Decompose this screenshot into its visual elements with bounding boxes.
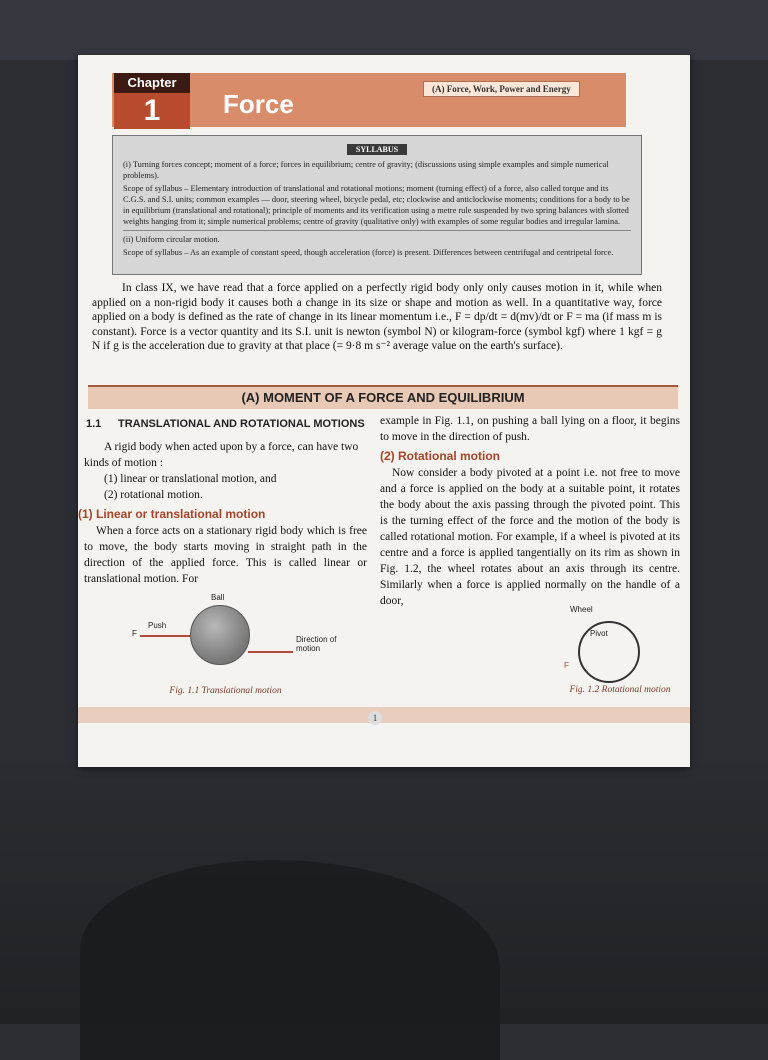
paragraph: When a force acts on a stationary rigid body which is free to move, the body starts moving in straight path in the direction of the applied force. This is called linear or translational motion. For xyxy=(84,525,367,585)
rotational-motion-heading: (2) Rotational motion xyxy=(380,449,500,463)
linear-motion-heading: (1) Linear or translational motion xyxy=(78,507,266,521)
force-label: F xyxy=(564,661,569,670)
syllabus-scope-2: Scope of syllabus – As an example of constant speed, though acceleration (force) is present. Differences between centrifugal and centripetal force. xyxy=(123,248,614,257)
syllabus-box xyxy=(112,135,642,275)
paragraph: example in Fig. 1.1, on pushing a ball lying on a floor, it begins to move in the direction of push. xyxy=(380,415,680,443)
paragraph: Now consider a body pivoted at a point i.e. not free to move and a force is applied on the body at a suitable point, it rotates the body about the axis passing through the pivoted point. This is the turning effect of the force and the motion of the body is called rotational motion. For example, if a wheel is pivoted at its centre and a force is applied tangentially on its rim as shown in Fig. 1.2, the wheel rotates about an axis through its centre. Similarly when a force is applied normally on the handle of a door, xyxy=(380,467,680,607)
figure-translational xyxy=(78,591,373,681)
chapter-title: Force xyxy=(223,89,294,119)
section-heading: (A) MOMENT OF A FORCE AND EQUILIBRIUM xyxy=(88,385,678,409)
syllabus-scope-1: Scope of syllabus – Elementary introduction of translational and rotational motions; moment (turning effect) of a force, also called torque and its C.G.S. and S.I. units; common examples — door, steering wheel, bicycle pedal, etc; clockwise and anticlockwise moments; conditions for a body to be in equilibrium (translational and rotational); principle of moments and its verification using a metre rule suspended by two spring balances with slotted weights hanging from it; simple numerical problems; centre of gravity (qualitative only) with examples of some regular bodies and irregular lamina. xyxy=(123,184,630,226)
ball-shape xyxy=(190,605,250,665)
subsection-number: 1.1 xyxy=(86,418,102,430)
figure-caption: Fig. 1.1 Translational motion xyxy=(169,686,282,696)
direction-label: Direction of motion xyxy=(296,635,337,653)
page-number: 1 xyxy=(368,711,382,725)
force-label: F xyxy=(132,629,137,638)
figure-caption: Fig. 1.2 Rotational motion xyxy=(569,685,671,695)
ball-label: Ball xyxy=(211,593,225,602)
left-column xyxy=(78,417,373,699)
list-item: (1) linear or translational motion, and xyxy=(104,473,277,485)
section-tag: (A) Force, Work, Power and Energy xyxy=(423,81,580,97)
wheel-shape xyxy=(578,621,640,683)
figure-rotational xyxy=(560,603,680,693)
footer-strip xyxy=(78,707,690,723)
textbook-page xyxy=(78,55,690,767)
subsection-title: TRANSLATIONAL AND ROTATIONAL MOTIONS xyxy=(118,418,365,430)
syllabus-item-1: (i) Turning forces concept; moment of a force; forces in equilibrium; centre of gravity; (discussions using simple examples and simple numerical problems). xyxy=(123,160,609,180)
chapter-number: 1 xyxy=(114,93,190,129)
intro-paragraph: In class IX, we have read that a force applied on a perfectly rigid body only only causes motion in it, while when applied on a non-rigid body it causes both a change in its size or shape and motion as well. In a quantitative way, force applied on a body is defined as the rate of change in its linear momentum i.e., F = dp/dt = d(mv)/dt or F = ma (if mass m is constant). Force is a vector quantity and its S.I. unit is newton (symbol N) or kilogram-force (symbol kgf) where 1 kgf = g N if g is the acceleration due to gravity at that place (= 9·8 m s⁻² average value on the earth's surface). xyxy=(92,282,662,352)
intro-text xyxy=(92,281,662,354)
pivot-label: Pivot xyxy=(590,629,608,638)
wheel-label: Wheel xyxy=(570,605,593,614)
list-item: (2) rotational motion. xyxy=(104,489,203,501)
direction-arrow xyxy=(248,651,293,653)
right-column xyxy=(380,413,680,609)
divider xyxy=(123,230,631,231)
push-label: Push xyxy=(148,621,167,630)
background-top xyxy=(0,0,768,60)
subsection-heading xyxy=(86,417,373,431)
push-arrow xyxy=(140,635,190,637)
syllabus-title: SYLLABUS xyxy=(347,144,407,155)
paragraph: A rigid body when acted upon by a force, can have two kinds of motion : xyxy=(84,441,359,469)
chapter-label: Chapter xyxy=(114,73,190,93)
syllabus-item-2: (ii) Uniform circular motion. xyxy=(123,235,220,244)
